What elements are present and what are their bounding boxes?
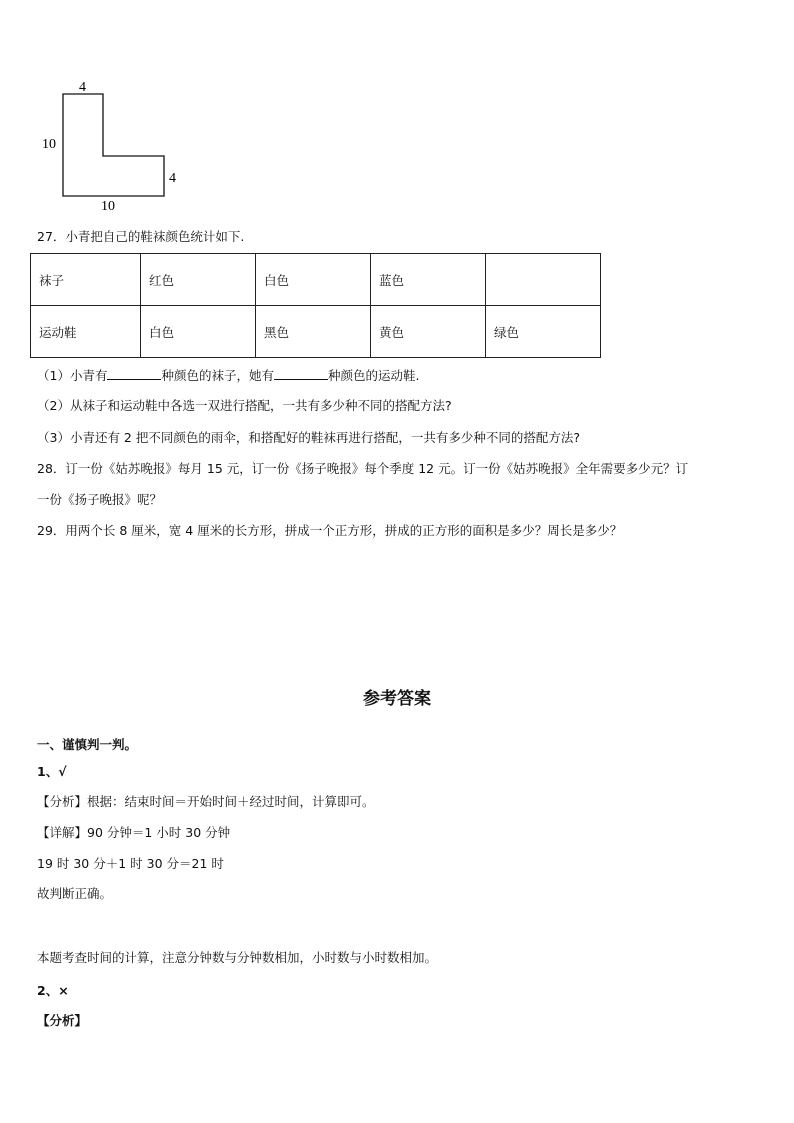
l-shape-figure [36,72,196,222]
answer-1-conclusion: 故判断正确。 [37,886,113,901]
answer-blank [274,367,328,380]
q27-part3: （3）小青还有 2 把不同颜色的雨伞，和搭配好的鞋袜再进行搭配，一共有多少种不同的搭配方法? [37,430,580,445]
label-right: 4 [169,171,176,186]
q27-part1 [37,367,419,384]
label-left: 10 [42,137,56,152]
table-cell: 白色 [256,254,371,306]
table-cell: 蓝色 [371,254,486,306]
q27-part1-text-b: 种颜色的袜子，她有 [161,368,274,383]
answer-1-analysis: 【分析】根据：结束时间＝开始时间＋经过时间，计算即可。 [37,794,375,809]
table-row-shoes [31,306,601,358]
label-bottom: 10 [101,199,115,214]
table-cell: 绿色 [486,306,601,358]
answer-blank [107,367,161,380]
table-cell: 白色 [141,306,256,358]
q27-part2: （2）从袜子和运动鞋中各选一双进行搭配，一共有多少种不同的搭配方法? [37,398,452,413]
answer-2-analysis: 【分析】 [37,1013,88,1028]
table-cell: 黄色 [371,306,486,358]
answer-title: 参考答案 [363,689,431,709]
shoe-sock-table [30,253,601,358]
q27-stem: 27．小青把自己的鞋袜颜色统计如下. [37,229,245,244]
q28-line1: 28．订一份《姑苏晚报》每月 15 元，订一份《扬子晚报》每个季度 12 元。订一份《姑苏晚报》全年需要多少元？订 [37,461,689,476]
answer-2-label: 2、× [37,983,69,998]
section-heading: 一、谨慎判一判。 [37,737,138,752]
table-cell [486,254,601,306]
answer-1-note: 本题考查时间的计算，注意分钟数与分钟数相加，小时数与小时数相加。 [37,950,438,965]
table-cell: 红色 [141,254,256,306]
q29-text: 29．用两个长 8 厘米，宽 4 厘米的长方形，拼成一个正方形，拼成的正方形的面积是多少？周长是多少？ [37,523,623,538]
table-cell: 袜子 [31,254,141,306]
q27-part1-text-a: （1）小青有 [37,368,108,383]
answer-1-detail: 【详解】90 分钟＝1 小时 30 分钟 [37,825,231,840]
q27-part1-text-c: 种颜色的运动鞋. [327,368,420,383]
answer-1-calc: 19 时 30 分＋1 时 30 分＝21 时 [37,856,224,871]
l-shape-outline [63,94,164,196]
answer-1-label: 1、√ [37,764,67,779]
table-cell: 运动鞋 [31,306,141,358]
table-cell: 黑色 [256,306,371,358]
q28-line2: 一份《扬子晚报》呢？ [37,492,163,507]
label-top: 4 [79,80,86,95]
table-row-socks [31,254,601,306]
